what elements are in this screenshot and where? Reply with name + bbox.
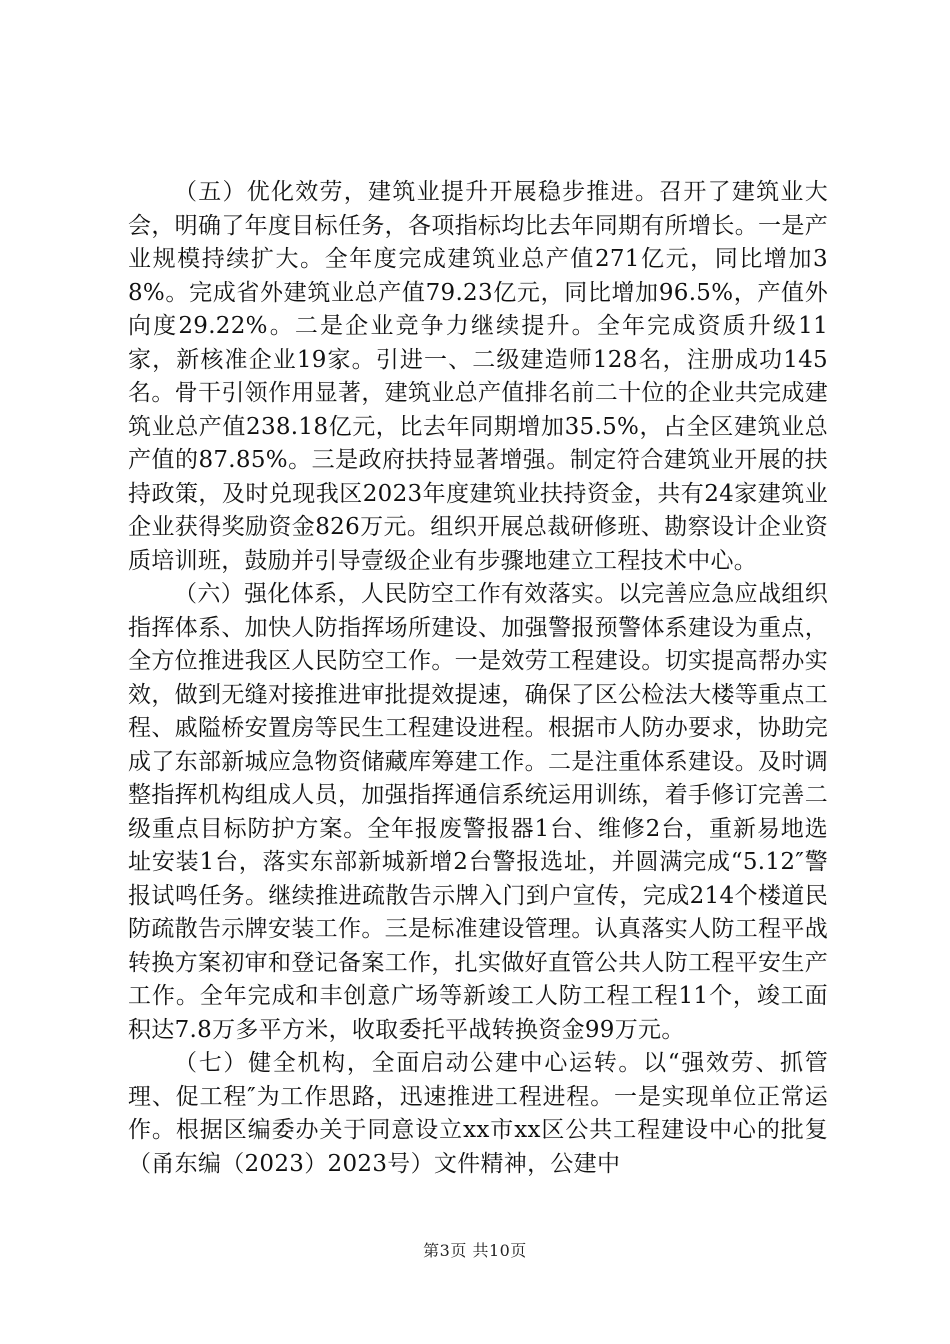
paragraph-construction: （五）优化效劳，建筑业提升开展稳步推进。召开了建筑业大会，明确了年度目标任务，各项指标均比去年同期有所增长。一是产业规模持续扩大。全年度完成建筑业总产值271亿元，同比增加38%。完成省外建筑业总产值79.23亿元，同比增加96.5%，产值外向度29.22%。二是企业竞争力继续提升。全年完成资质升级11家，新核准企业19家。引进一、二级建造师128名，注册成功145名。骨干引领作用显著，建筑业总产值排名前二十位的企业共完成建筑业总产值238.18亿元，比去年同期增加35.5%，占全区建筑业总产值的87.85%。三是政府扶持显著增强。制定符合建筑业开展的扶持政策，及时兑现我区2023年度建筑业扶持资金，共有24家建筑业企业获得奖励资金826万元。组织开展总裁研修班、勘察设计企业资质培训班，鼓励并引导壹级企业有步骤地建立工程技术中心。 <box>128 179 828 574</box>
paragraph-civil-air-defense: （六）强化体系，人民防空工作有效落实。以完善应急应战组织指挥体系、加快人防指挥场所建设、加强警报预警体系建设为重点，全方位推进我区人民防空工作。一是效劳工程建设。切实提高帮办实效，做到无缝对接推进审批提效提速，确保了区公检法大楼等重点工程、戚隘桥安置房等民生工程建设进程。根据市人防办要求，协助完成了东部新城应急物资储藏库筹建工作。二是注重体系建设。及时调整指挥机构组成人员，加强指挥通信系统运用训练，着手修订完善二级重点目标防护方案。全年报废警报器1台、维修2台，重新易地选址安装1台，落实东部新城新增2台警报选址，并圆满完成“5.12″警报试鸣任务。继续推进疏散告示牌入门到户宣传，完成214个楼道民防疏散告示牌安装工作。三是标准建设管理。认真落实人防工程平战转换方案初审和登记备案工作，扎实做好直管公共人防工程平安生产工作。全年完成和丰创意广场等新竣工人防工程工程11个，竣工面积达7.8万多平方米，收取委托平战转换资金99万元。 <box>128 581 828 1043</box>
page-number-footer: 第3页 共10页 <box>423 1241 527 1260</box>
paragraph-public-works-center: （七）健全机构，全面启动公建中心运转。以“强效劳、抓管理、促工程″为工作思路，迅速推进工程进程。一是实现单位正常运作。根据区编委办关于同意设立xx市xx区公共工程建设中心的批复（甬东编（2023）2023号）文件精神，公建中 <box>128 1050 828 1177</box>
document-body <box>128 176 828 1181</box>
